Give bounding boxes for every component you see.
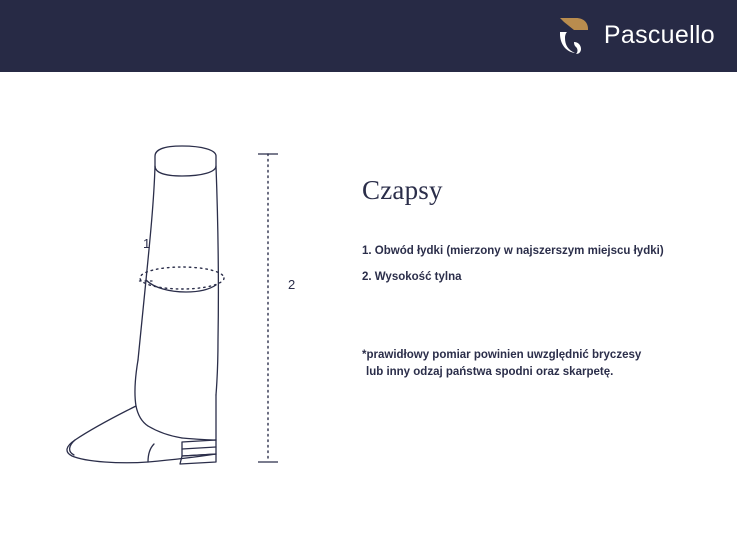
measurement-list [362, 244, 712, 285]
list-item: 1. Obwód łydki (mierzony w najszerszym miejscu łydki) [362, 245, 664, 257]
callout-label-1: 1 [143, 236, 151, 251]
brand-name: Pascuello [603, 20, 715, 49]
horse-head-icon [554, 14, 594, 56]
content-column [362, 175, 712, 380]
note-line-2: lub inny odzaj państwa spodni oraz skarpetę. [366, 365, 614, 378]
list-item: 2. Wysokość tylna [362, 270, 462, 283]
page-header [0, 0, 737, 72]
brand [554, 14, 715, 56]
callout-label-2: 2 [288, 277, 296, 292]
measurement-note [362, 347, 712, 380]
page-title: Czapsy [362, 175, 443, 205]
note-line-1: *prawidłowy pomiar powinien uwzględnić bryczesy [362, 348, 642, 361]
boot-measurement-diagram [30, 110, 350, 470]
